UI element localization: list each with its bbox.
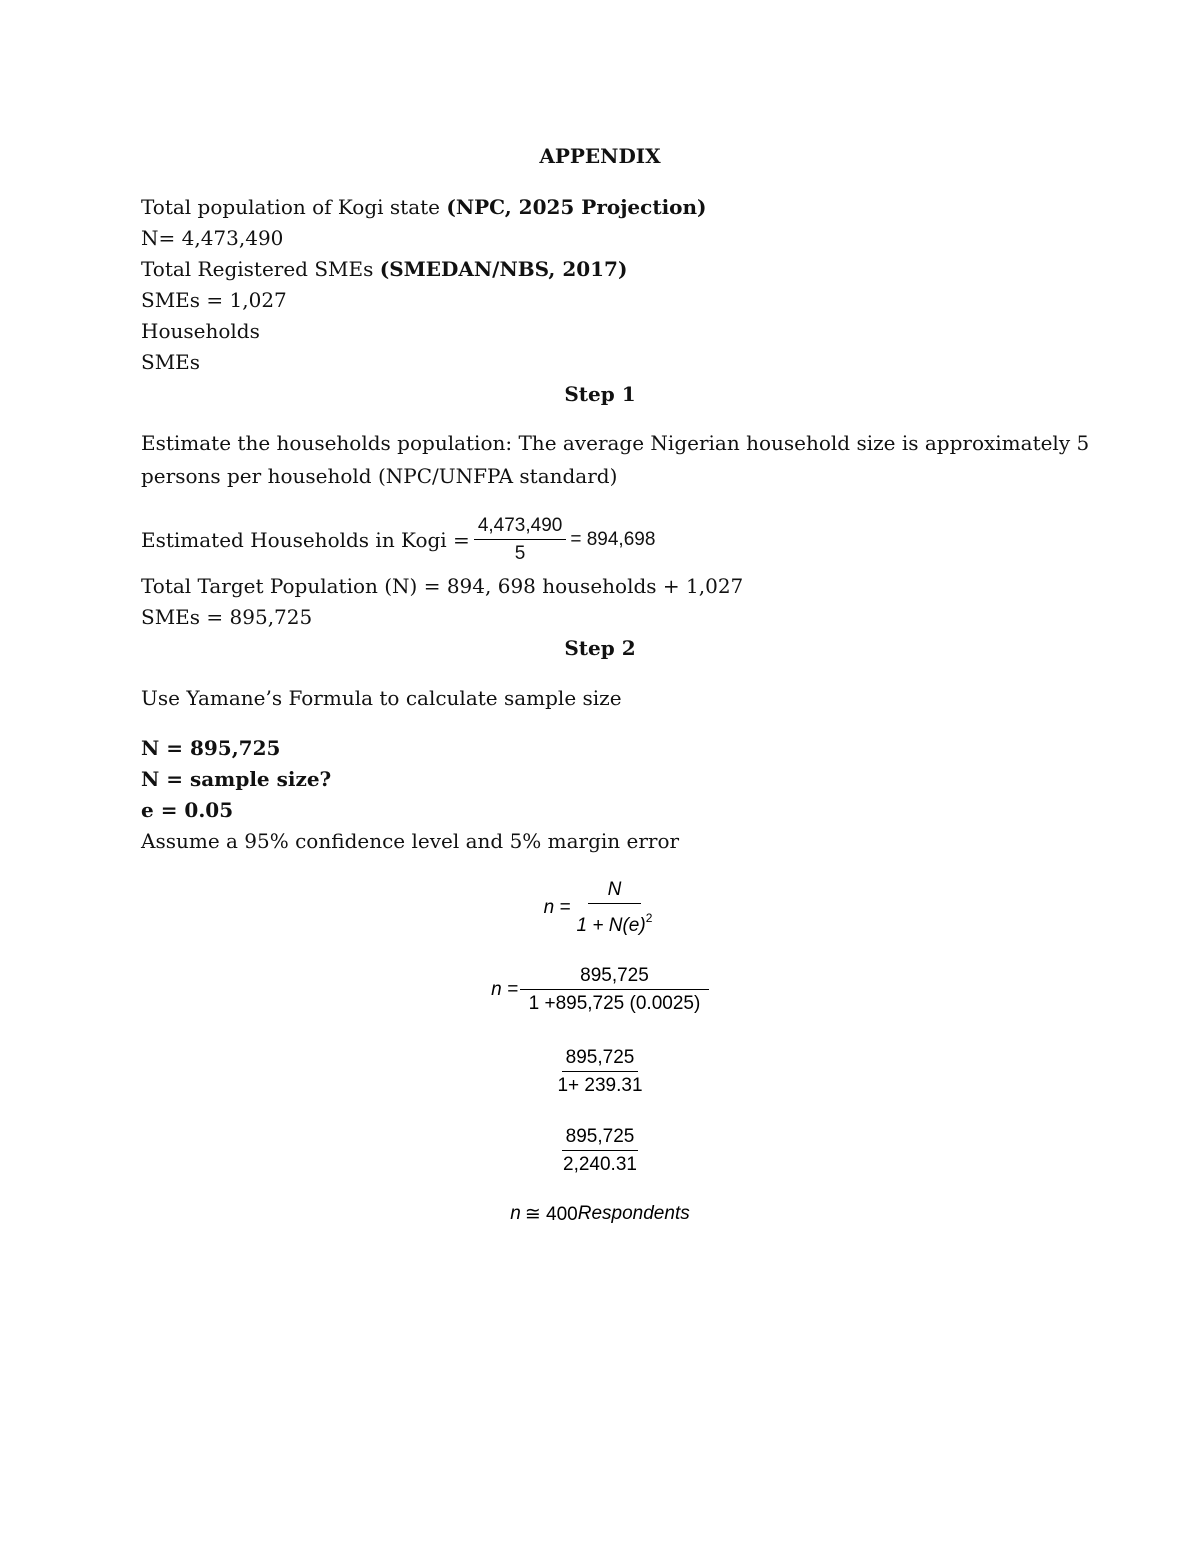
estimate-result: = 894,698 xyxy=(570,529,656,550)
substituted-formula xyxy=(0,960,1200,1020)
step-fraction-2 xyxy=(0,1121,1200,1181)
step2-text: Use Yamane’s Formula to calculate sample size xyxy=(141,686,622,710)
smes-label: Total Registered SMEs xyxy=(141,257,380,281)
assumption-text: Assume a 95% confidence level and 5% margin error xyxy=(141,829,680,853)
substituted-numerator: 895,725 xyxy=(520,964,709,990)
yamane-formula xyxy=(0,878,1200,938)
households-label: Households xyxy=(141,319,260,343)
e-value: e = 0.05 xyxy=(141,798,234,822)
formula-fraction xyxy=(573,878,657,938)
formula-den-e: (e) xyxy=(622,915,646,936)
population-label: Total population of Kogi state xyxy=(141,195,447,219)
population-line xyxy=(141,193,707,221)
estimate-label: Estimated Households in Kogi = xyxy=(141,528,470,552)
step-fraction-1-numerator: 895,725 xyxy=(562,1046,639,1072)
target-population-line1: Total Target Population (N) = 894, 698 households + 1,027 xyxy=(141,574,744,598)
smes-label-2: SMEs xyxy=(141,350,201,374)
step-fraction-1 xyxy=(0,1042,1200,1102)
smes-source: (SMEDAN/NBS, 2017) xyxy=(379,257,628,281)
result-value: ≅ 400 xyxy=(524,1203,578,1225)
smes-count: SMEs = 1,027 xyxy=(141,288,287,312)
result-n: n xyxy=(510,1203,521,1224)
formula-den-base: 1 + N xyxy=(576,915,623,936)
formula-numerator: N xyxy=(588,878,642,904)
estimate-denominator: 5 xyxy=(514,543,526,564)
formula-denominator xyxy=(573,904,657,938)
appendix-title: APPENDIX xyxy=(539,144,661,168)
step-fraction-2-denominator: 2,240.31 xyxy=(563,1154,637,1175)
step1-text-line2: persons per household (NPC/UNFPA standard) xyxy=(141,464,618,488)
n-value: N = 895,725 xyxy=(141,736,281,760)
step-fraction-2-numerator: 895,725 xyxy=(562,1125,639,1151)
formula-exponent: 2 xyxy=(645,911,653,925)
result-line xyxy=(0,1199,1200,1229)
step-fraction-2-body xyxy=(559,1125,641,1177)
smes-line xyxy=(141,255,627,283)
formula-lhs: n = xyxy=(543,897,571,918)
estimate-fraction xyxy=(474,514,567,566)
step1-heading: Step 1 xyxy=(564,382,636,406)
n-sample-size: N = sample size? xyxy=(141,767,332,791)
population-source: (NPC, 2025 Projection) xyxy=(446,195,707,219)
households-estimate xyxy=(141,512,655,568)
step1-text-line1: Estimate the households population: The average Nigerian household size is approximately 5 xyxy=(141,431,1090,455)
step2-heading: Step 2 xyxy=(564,636,636,660)
substituted-denominator: 1 +895,725 (0.0025) xyxy=(528,993,701,1014)
result-word: Respondents xyxy=(577,1203,690,1224)
step-fraction-1-body xyxy=(553,1046,646,1098)
population-n: N= 4,473,490 xyxy=(141,226,284,250)
substituted-lhs: n = xyxy=(491,979,519,1000)
estimate-numerator: 4,473,490 xyxy=(474,514,567,540)
step-fraction-1-denominator: 1+ 239.31 xyxy=(557,1075,643,1096)
substituted-fraction xyxy=(520,964,709,1016)
target-population-line2: SMEs = 895,725 xyxy=(141,605,313,629)
